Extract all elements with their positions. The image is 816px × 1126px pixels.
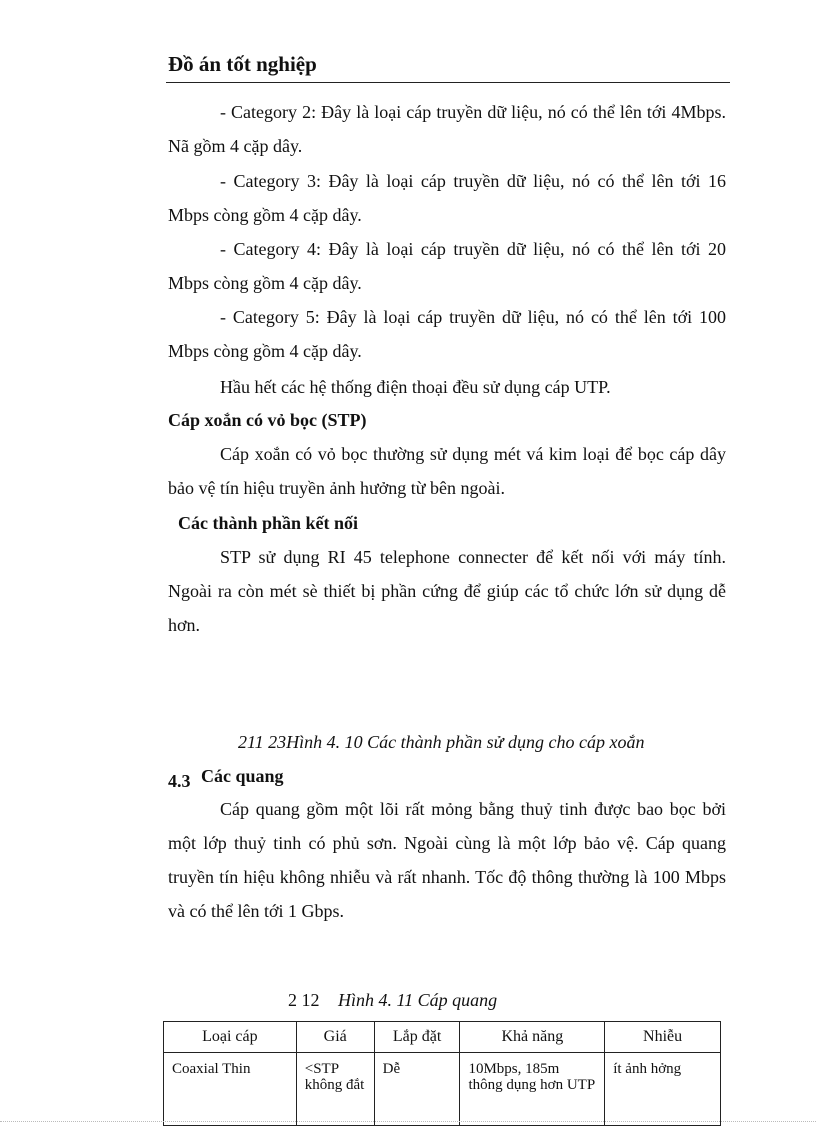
table-cell: 10Mbps, 185m thông dụng hơn UTP: [460, 1053, 605, 1126]
paragraph-stp-connector: STP sử dụng RI 45 telephone connecter để kết nối với máy tính. Ngoài ra còn mét sè thiết bị phần cứng để giúp các tổ chức lớn sử dụng dễ hơn.: [168, 547, 726, 635]
heading-fiber-section: [168, 766, 284, 791]
paragraph-category-2: - Category 2: Đây là loại cáp truyền dữ liệu, nó có thể lên tới 4Mbps. Nã gồm 4 cặp dây.: [168, 102, 726, 156]
figure-caption-4-10: 211 23Hình 4. 10 Các thành phần sử dụng cho cáp xoắn: [238, 732, 645, 752]
figure-title: Hình 4. 11 Cáp quang: [338, 990, 498, 1010]
column-header-capability: Khả năng: [460, 1022, 605, 1053]
column-header-noise: Nhiễu: [605, 1022, 721, 1053]
figure-number: 2 12: [288, 990, 320, 1010]
paragraph-utp-summary: Hầu hết các hệ thống điện thoại đều sử dụng cáp UTP.: [220, 377, 611, 397]
section-title: Các quang: [201, 766, 284, 786]
paragraph-category-5: - Category 5: Đây là loại cáp truyền dữ liệu, nó có thể lên tới 100 Mbps còng gồm 4 cặp dây.: [168, 307, 726, 361]
table-row: [164, 1053, 721, 1126]
table-header-row: [164, 1022, 721, 1053]
figure-caption-4-11: [288, 990, 497, 1011]
table-cell: ít ảnh hởng: [605, 1053, 721, 1126]
column-header-installation: Lắp đặt: [374, 1022, 460, 1053]
paragraph-fiber: Cáp quang gồm một lõi rất mỏng bằng thuỷ tinh được bao bọc bởi một lớp thuỷ tinh có phủ sơn. Ngoài cùng là một lớp bảo vệ. Cáp quang truyền tín hiệu không nhiễu và rất nhanh. Tốc độ thông thường là 100 Mbps và có thể lên tới 1 Gbps.: [168, 799, 726, 921]
cable-comparison-table: [163, 1021, 721, 1126]
table-cell: Coaxial Thin: [164, 1053, 297, 1126]
paragraph-stp: Cáp xoắn có vỏ bọc thường sử dụng mét vá kim loại để bọc cáp dây bảo vệ tín hiệu truyền ảnh hưởng từ bên ngoài.: [168, 444, 726, 498]
table-cell: Dễ: [374, 1053, 460, 1126]
page-header-title: Đồ án tốt nghiệp: [168, 52, 317, 76]
column-header-price: Giá: [296, 1022, 374, 1053]
page-bottom-divider: [0, 1121, 816, 1122]
header-rule: [166, 82, 730, 83]
section-number: 4.3: [168, 771, 191, 791]
paragraph-category-4: - Category 4: Đây là loại cáp truyền dữ liệu, nó có thể lên tới 20 Mbps còng gồm 4 cặp dây.: [168, 239, 726, 293]
paragraph-category-3: - Category 3: Đây là loại cáp truyền dữ liệu, nó có thể lên tới 16 Mbps còng gồm 4 cặp dây.: [168, 171, 726, 225]
heading-stp: Cáp xoắn có vỏ bọc (STP): [168, 410, 367, 430]
column-header-cable-type: Loại cáp: [164, 1022, 297, 1053]
heading-connection-components: Các thành phần kết nối: [178, 513, 359, 533]
table-cell: <STP không đắt: [296, 1053, 374, 1126]
